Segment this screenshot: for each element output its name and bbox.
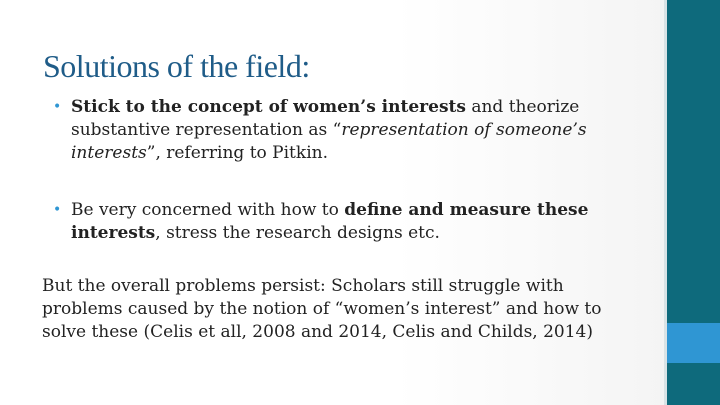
bullet-item xyxy=(53,199,643,245)
bullet-item xyxy=(53,96,643,165)
bullet-text: Be very concerned with how to xyxy=(71,200,345,220)
bullet-text: , stress the research designs etc. xyxy=(155,223,440,243)
bullet-text-bold: define and measure these interests xyxy=(71,200,589,243)
bullet-text-italic: representation of someone’s interests xyxy=(71,120,587,163)
summary-paragraph: But the overall problems persist: Scholars still struggle with problems caused by the notion of “women’s interest” and how to solve these (Celis et all, 2008 and 2014, Celis and Childs, 2014) xyxy=(42,276,602,342)
bullet-text: and theorize substantive representation as “ xyxy=(71,97,580,140)
slide-title: Solutions of the field: xyxy=(43,48,310,84)
side-accent-block xyxy=(667,323,720,363)
bullet-text-bold: Stick to the concept of women’s interests xyxy=(71,97,466,117)
slide-content xyxy=(42,96,643,344)
bullet-text: ”, referring to Pitkin. xyxy=(146,143,328,163)
bullet-dot-icon: • xyxy=(53,99,62,115)
bullet-dot-icon: • xyxy=(53,202,62,218)
